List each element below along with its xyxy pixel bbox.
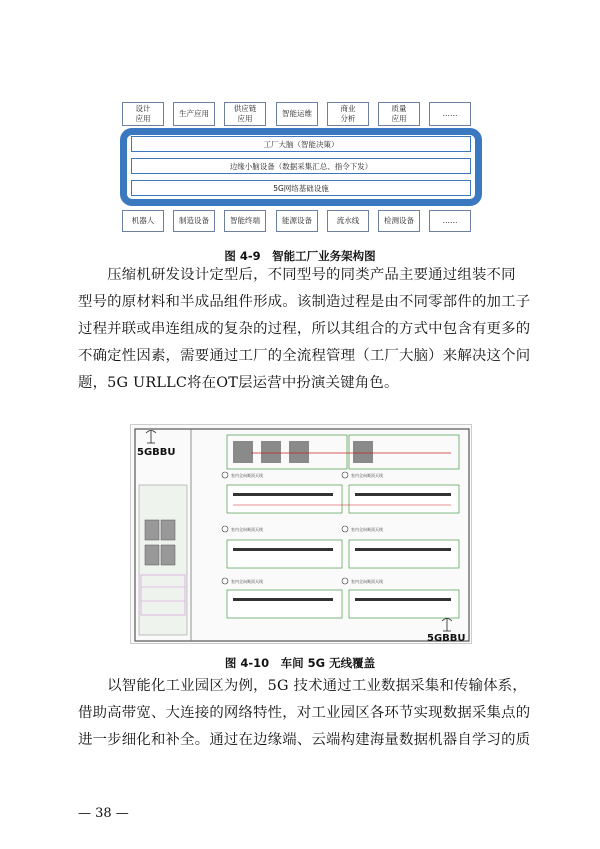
ap-label: 室内全向吸顶天线 (351, 473, 383, 478)
paragraph-line: 压缩机研发设计定型后，不同型号的同类产品主要通过组装不同 (78, 267, 516, 283)
paragraph-line: 过程并联或串连组成的复杂的过程，所以其组合的方式中包含有更多的 (78, 321, 531, 337)
paragraph-line: 型号的原材料和半成品组件形成。该制造过程是由不同零部件的加工子 (78, 294, 531, 310)
ap-label: 室内全向吸顶天线 (231, 527, 263, 532)
ap-label: 室内全向吸顶天线 (351, 527, 383, 532)
app-box-maintenance: 智能运维 (276, 102, 318, 126)
paragraph-line: 进一步细化和补全。通过在边缘端、云端构建海量数据机器自学习的质 (78, 732, 531, 748)
layer-factory-brain: 工厂大脑（智能决策） (131, 136, 471, 152)
figure-caption-4-9: 图 4-9 智能工厂业务架构图 (224, 249, 376, 263)
paragraph-line: 借助高带宽、大连接的网络特性，对工业园区各环节实现数据采集点的 (78, 705, 531, 721)
app-box-design: 设计 应用 (122, 102, 164, 126)
paragraph-line: 以智能化工业园区为例，5G 技术通过工业数据采集和传输体系， (78, 678, 527, 694)
ap-label: 室内全向吸顶天线 (351, 579, 383, 584)
architecture-diagram (118, 100, 486, 240)
platform-frame (120, 128, 482, 206)
device-box-assembly: 流水线 (327, 210, 369, 232)
app-box-supply: 供应链 应用 (224, 102, 266, 126)
workshop-floorplan (130, 424, 472, 644)
app-box-more: …… (429, 102, 471, 126)
device-box-robot: 机器人 (122, 210, 164, 232)
app-box-quality: 质量 应用 (378, 102, 420, 126)
layer-edge-devices: 边缘小脑设备（数据采集汇总、指令下发） (131, 158, 471, 174)
bbu-label-right: 5GBBU (427, 633, 466, 644)
paragraph-line: 题，5G URLLC将在OT层运营中扮演关键角色。 (78, 375, 399, 391)
device-box-terminal: 智能终端 (224, 210, 266, 232)
layer-5g-network: 5G网络基础设施 (131, 180, 471, 196)
paragraph-line: 不确定性因素，需要通过工厂的全流程管理（工厂大脑）来解决这个问 (78, 348, 531, 364)
app-box-analytics: 商业 分析 (327, 102, 369, 126)
figure-caption-4-10: 图 4-10 车间 5G 无线覆盖 (224, 656, 376, 670)
app-box-production: 生产应用 (173, 102, 215, 126)
ap-label: 室内全向吸顶天线 (231, 579, 263, 584)
paragraph-1 (78, 262, 531, 397)
page-number: — 38 — (78, 806, 129, 821)
device-box-mfg: 制造设备 (173, 210, 215, 232)
ap-label: 室内全向吸顶天线 (231, 473, 263, 478)
bbu-tower-icon (442, 619, 452, 632)
device-box-energy: 能源设备 (276, 210, 318, 232)
device-box-more: …… (429, 210, 471, 232)
bbu-tower-icon (146, 431, 156, 444)
paragraph-2 (78, 673, 531, 754)
bbu-label-left: 5GBBU (137, 447, 176, 458)
device-box-inspection: 检测设备 (378, 210, 420, 232)
